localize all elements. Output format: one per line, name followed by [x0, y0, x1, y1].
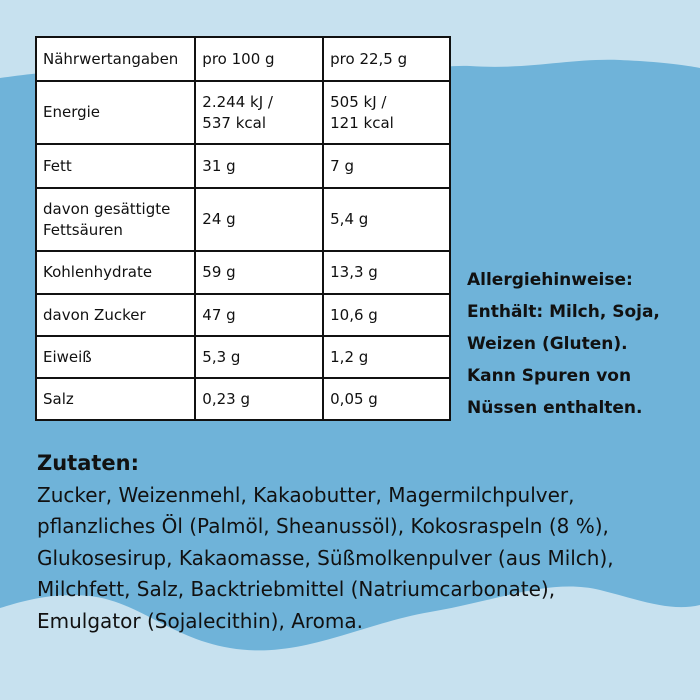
ingredients-line: Milchfett, Salz, Backtriebmittel (Natriumcarbonate), — [37, 577, 556, 601]
table-cell: 10,6 g — [323, 294, 450, 336]
table-cell: 5,4 g — [323, 188, 450, 251]
ingredients-line: Emulgator (Sojalecithin), Aroma. — [37, 608, 363, 633]
table-header-cell: pro 100 g — [195, 37, 323, 81]
table-cell: 24 g — [195, 188, 323, 251]
table-row — [36, 336, 450, 378]
table-header-cell: Nährwertangaben — [36, 37, 195, 81]
table-cell: 13,3 g — [323, 251, 450, 294]
table-row — [36, 81, 450, 144]
table-cell: 31 g — [195, 144, 323, 188]
table-cell: 0,23 g — [195, 378, 323, 420]
table-row — [36, 37, 450, 81]
ingredients-title: Zutaten: — [37, 451, 140, 475]
table-cell: 2.244 kJ / 537 kcal — [195, 81, 323, 144]
ingredients-line: Zucker, Weizenmehl, Kakaobutter, Magermilchpulver, — [37, 482, 575, 507]
table-cell: Energie — [36, 81, 195, 144]
table-cell: 505 kJ / 121 kcal — [323, 81, 450, 144]
table-header-cell: pro 22,5 g — [323, 37, 450, 81]
table-row — [36, 144, 450, 188]
ingredients-section — [37, 448, 687, 637]
table-cell: 5,3 g — [195, 336, 323, 378]
nutrition-table — [35, 36, 451, 421]
table-row — [36, 378, 450, 420]
table-cell: Fett — [36, 144, 195, 188]
table-cell: davon Zucker — [36, 294, 195, 336]
table-cell: 59 g — [195, 251, 323, 294]
ingredients-line: Glukosesirup, Kakaomasse, Süßmolkenpulver (aus Milch), — [37, 545, 614, 570]
table-cell: 1,2 g — [323, 336, 450, 378]
table-cell: Eiweiß — [36, 336, 195, 378]
table-cell: davon gesättigte Fettsäuren — [36, 188, 195, 251]
table-cell: Salz — [36, 378, 195, 420]
table-row — [36, 188, 450, 251]
table-row — [36, 294, 450, 336]
table-cell: 47 g — [195, 294, 323, 336]
table-cell: 7 g — [323, 144, 450, 188]
table-cell: 0,05 g — [323, 378, 450, 420]
table-row — [36, 251, 450, 294]
ingredients-line: pflanzliches Öl (Palmöl, Sheanussöl), Kokosraspeln (8 %), — [37, 514, 609, 538]
table-cell: Kohlenhydrate — [36, 251, 195, 294]
allergy-notice: Allergiehinweise: Enthält: Milch, Soja, Weizen (Gluten). Kann Spuren von Nüssen enthalten. — [467, 270, 660, 418]
